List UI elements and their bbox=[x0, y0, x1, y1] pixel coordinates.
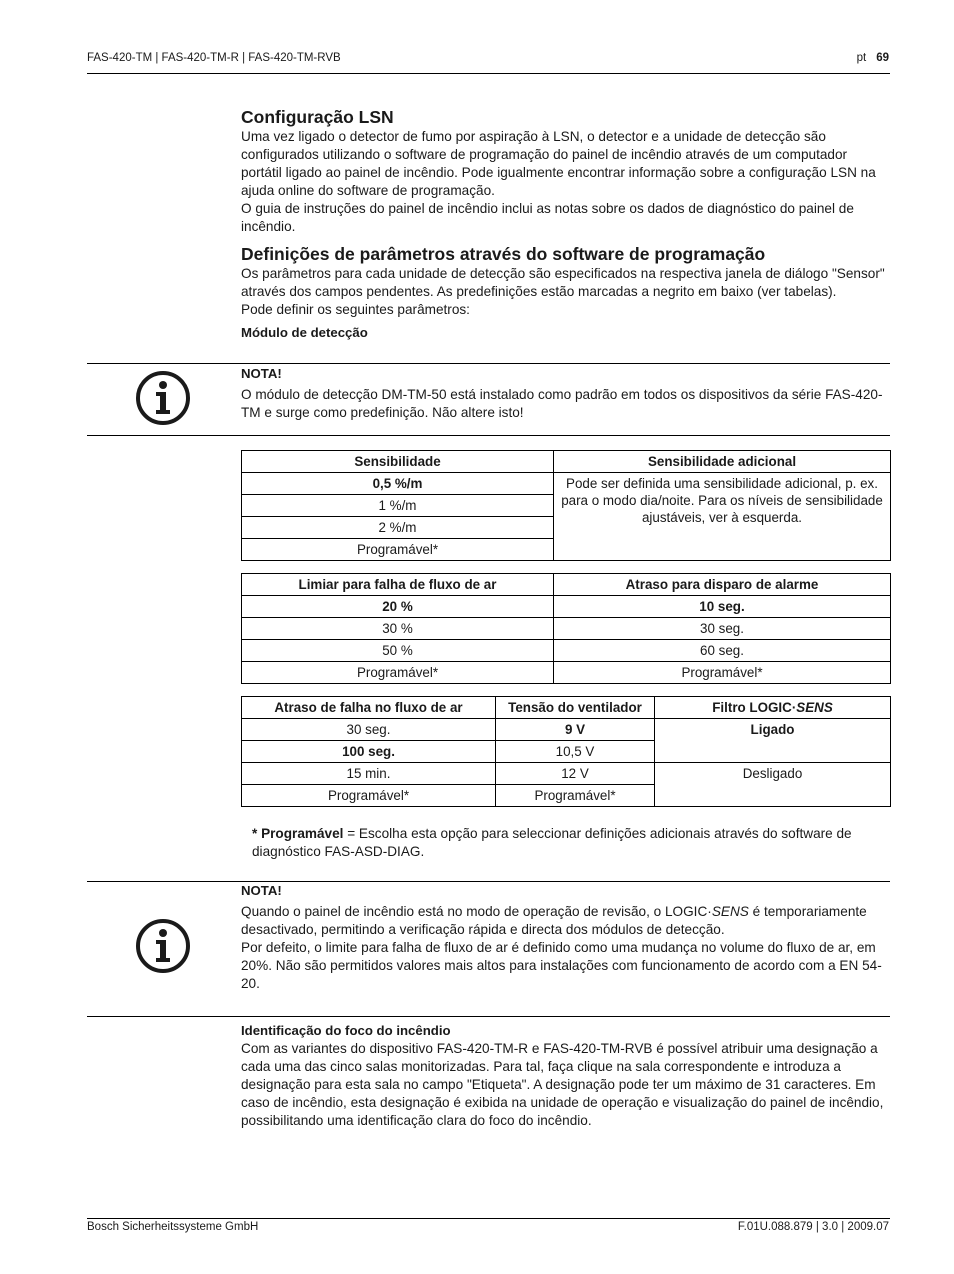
table-row bbox=[242, 618, 891, 640]
note1-bottom-rule bbox=[87, 435, 890, 436]
table-cell-additional-sensitivity: Pode ser definida uma sensibilidade adicional, p. ex. para o modo dia/noite. Para os níveis de sensibilidade ajustáveis, ver à esquerda. bbox=[554, 473, 891, 561]
table-cell: Programável* bbox=[242, 785, 496, 807]
table-header-logic-sens-filter bbox=[655, 697, 891, 719]
note1-box bbox=[241, 365, 891, 422]
table-cell: 1 %/m bbox=[242, 495, 554, 517]
table-cell: 20 % bbox=[242, 596, 554, 618]
note2-bottom-rule bbox=[87, 1016, 890, 1017]
note1-label: NOTA! bbox=[241, 366, 282, 381]
header-page-number: 69 bbox=[876, 52, 889, 64]
note1-text: O módulo de detecção DM-TM-50 está instalado como padrão em todos os dispositivos da série FAS-420-TM e surge como predefinição. Não altere isto! bbox=[241, 387, 883, 420]
table-cell: Programável* bbox=[242, 662, 554, 684]
lsn-paragraph-1: Uma vez ligado o detector de fumo por aspiração à LSN, o detector e a unidade de detecção são configurados utilizando o software de programação do painel de incêndio através de um computador portátil ligado ao painel de incêndio. Pode igualmente encontrar informação sobre a configuração LSN na ajuda online do software de programação. bbox=[241, 129, 876, 198]
parameters-paragraph-2: Pode definir os seguintes parâmetros: bbox=[241, 302, 470, 317]
sensitivity-table bbox=[241, 450, 891, 561]
footnote-term: * Programável bbox=[252, 826, 344, 841]
table-cell: 30 seg. bbox=[554, 618, 891, 640]
table-row bbox=[242, 640, 891, 662]
header-page-info bbox=[857, 52, 889, 64]
fan-filter-table bbox=[241, 696, 891, 807]
note2-text-1a: Quando o painel de incêndio está no modo de operação de revisão, o LOGIC· bbox=[241, 904, 712, 919]
table-header-sensitivity: Sensibilidade bbox=[242, 451, 554, 473]
parameters-paragraph-1: Os parâmetros para cada unidade de detecção são especificados na respectiva janela de diálogo "Sensor" através dos campos pendentes. As predefinições estão marcadas a negrito em baixo (ver tabelas). bbox=[241, 266, 885, 299]
header-models: FAS-420-TM | FAS-420-TM-R | FAS-420-TM-RVB bbox=[87, 52, 341, 64]
footer-company: Bosch Sicherheitssysteme GmbH bbox=[87, 1221, 259, 1233]
footer-docref: F.01U.088.879 | 3.0 | 2009.07 bbox=[737, 1221, 889, 1233]
table-cell: 10,5 V bbox=[496, 741, 655, 763]
table-header-fan-voltage: Tensão do ventilador bbox=[496, 697, 655, 719]
fire-focus-heading: Identificação do foco do incêndio bbox=[241, 1023, 451, 1038]
note2-text-1 bbox=[241, 903, 891, 939]
info-icon bbox=[135, 918, 191, 974]
footnote-text: = Escolha esta opção para seleccionar definições adicionais através do software de diagnóstico FAS-ASD-DIAG. bbox=[252, 826, 852, 859]
header-lang: pt bbox=[856, 52, 867, 64]
note2-text-1c: é temporariamente desactivado, permitindo a verificação rápida e directa dos módulos de detecção. bbox=[241, 904, 867, 937]
table-cell: 30 seg. bbox=[242, 719, 496, 741]
sens-label: SENS bbox=[796, 700, 833, 715]
table-cell: Programável* bbox=[242, 539, 554, 561]
table-cell-filter-on: Ligado bbox=[655, 719, 891, 763]
table-cell: 30 % bbox=[242, 618, 554, 640]
table-cell: 100 seg. bbox=[242, 741, 496, 763]
section-fire-focus bbox=[241, 1022, 891, 1130]
fire-focus-text: Com as variantes do dispositivo FAS-420-TM-R e FAS-420-TM-RVB é possível atribuir uma designação a cada uma das cinco salas monitorizadas. Para tal, faça clique na sala correspondente e introduza a designação para esta sala no campo "Etiqueta". A designação pode ter um máximo de 31 caracteres. Em caso de incêndio, esta designação é exibida na unidade de operação e visualização do painel de incêndio, possibilitando uma identificação clara do foco do incêndio. bbox=[241, 1041, 884, 1128]
table-cell: Programável* bbox=[496, 785, 655, 807]
section-parameters bbox=[241, 243, 891, 342]
note2-box bbox=[241, 882, 891, 993]
table-header-alarm-delay: Atraso para disparo de alarme bbox=[554, 574, 891, 596]
note2-sens: SENS bbox=[711, 904, 749, 919]
airflow-alarm-table bbox=[241, 573, 891, 684]
table-cell-filter-off: Desligado bbox=[655, 763, 891, 807]
table-row bbox=[242, 596, 891, 618]
table-cell: 0,5 %/m bbox=[242, 473, 554, 495]
table-cell: Programável* bbox=[554, 662, 891, 684]
table-header-airflow-fault-delay: Atraso de falha no fluxo de ar bbox=[242, 697, 496, 719]
info-icon bbox=[135, 370, 191, 426]
detection-module-heading: Módulo de detecção bbox=[241, 325, 368, 340]
table-cell: 60 seg. bbox=[554, 640, 891, 662]
table-header-airflow-threshold: Limiar para falha de fluxo de ar bbox=[242, 574, 554, 596]
header-rule bbox=[87, 73, 890, 74]
table-cell: 2 %/m bbox=[242, 517, 554, 539]
note1-top-rule bbox=[87, 363, 890, 364]
table-cell: 9 V bbox=[496, 719, 655, 741]
table-row bbox=[242, 763, 891, 785]
lsn-paragraph-2: O guia de instruções do painel de incêndio inclui as notas sobre os dados de diagnóstico do painel de incêndio. bbox=[241, 201, 854, 234]
section-title-parameters: Definições de parâmetros através do software de programação bbox=[241, 244, 766, 264]
note2-text-2: Por defeito, o limite para falha de fluxo de ar é definido como uma mudança no volume do fluxo de ar, em 20%. Não são permitidos valores mais altos para instalações com funcionamento de acordo com a EN 54-20. bbox=[241, 940, 882, 991]
table-cell: 15 min. bbox=[242, 763, 496, 785]
table-cell: 50 % bbox=[242, 640, 554, 662]
table-row bbox=[242, 662, 891, 684]
section-lsn-config bbox=[241, 106, 891, 236]
programmable-footnote bbox=[252, 825, 892, 861]
footer-rule bbox=[87, 1218, 890, 1219]
table-cell: 12 V bbox=[496, 763, 655, 785]
note2-label: NOTA! bbox=[241, 883, 282, 898]
table-row bbox=[242, 719, 891, 741]
section-title-lsn: Configuração LSN bbox=[241, 107, 394, 127]
logic-label: Filtro LOGIC· bbox=[712, 700, 797, 715]
table-cell: 10 seg. bbox=[554, 596, 891, 618]
table-header-additional-sensitivity: Sensibilidade adicional bbox=[554, 451, 891, 473]
